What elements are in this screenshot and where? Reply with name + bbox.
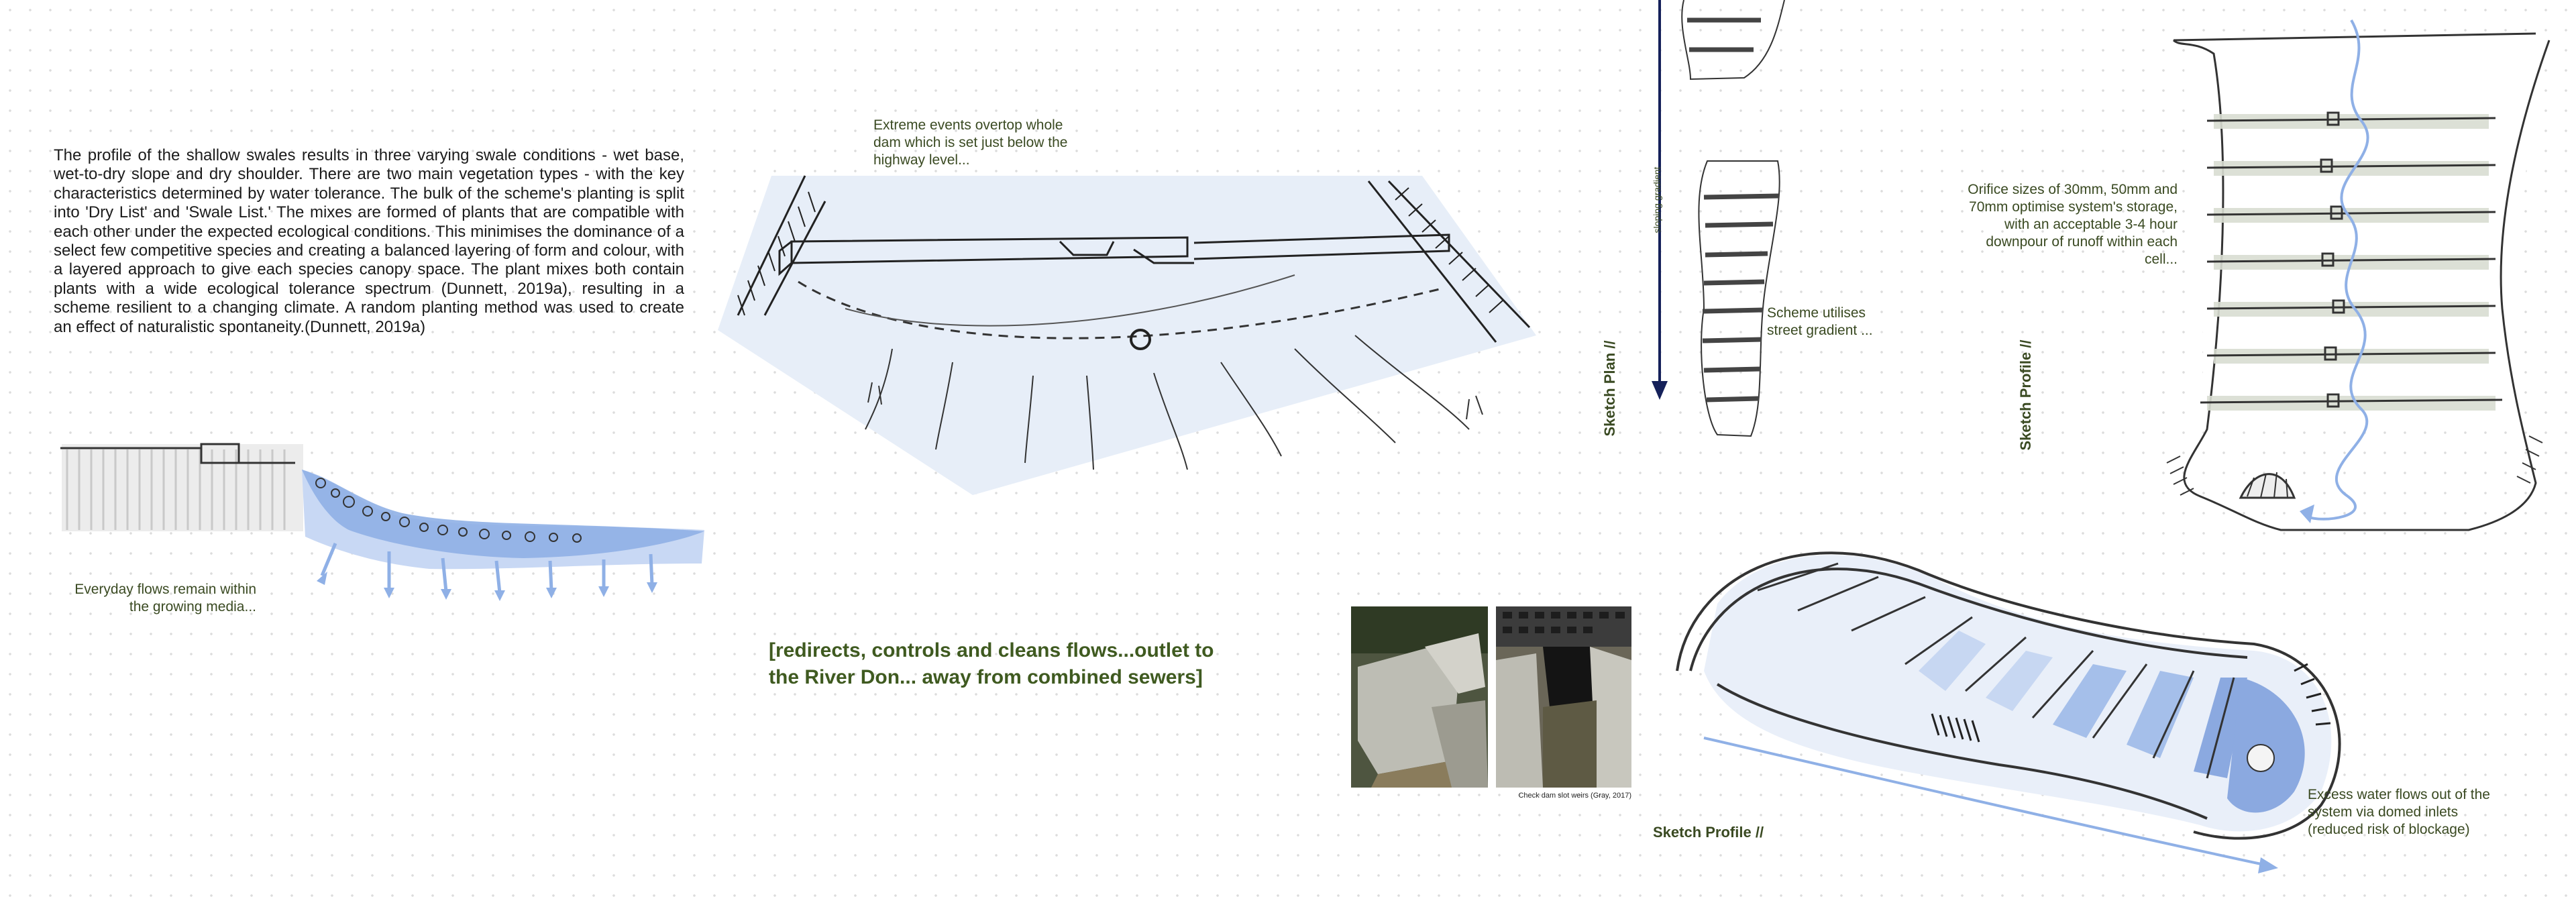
sketch-profile-label-bottom: Sketch Profile // — [1653, 824, 1764, 841]
extreme-events-note: Extreme events overtop whole dam which is set just below the highway level... — [873, 117, 1068, 168]
photo-caption: Check dam slot weirs (Gray, 2017) — [1518, 792, 1631, 800]
sloping-gradient-label: sloping gradient — [1652, 166, 1662, 233]
sketch-profile-label-vertical: Sketch Profile // — [2017, 339, 2034, 451]
orifice-sizes-note: Orifice sizes of 30mm, 50mm and 70mm optimise system's storage, with an acceptable 3-4 hour downpour of runoff within each cell... — [1968, 182, 2178, 267]
everyday-flows-note: Everyday flows remain within the growing media... — [74, 582, 256, 614]
tagline: [redirects, controls and cleans flows...outlet to the River Don... away from combined sewers] — [769, 639, 1214, 688]
scheme-gradient-note: Scheme utilises street gradient ... — [1767, 305, 1873, 338]
sketch-plan-label: Sketch Plan // — [1601, 340, 1618, 437]
body-paragraph: The profile of the shallow swales results in three varying swale conditions - wet base, wet-to-dry slope and dry shoulder. There are two main vegetation types - with the key characteristics determined by water tolerance. The bulk of the scheme's planting is split into 'Dry List' and 'Swale List.' The mixes are formed of plants that are compatible with each other under the expected ecological conditions. This minimises the dominance of a select few competitive species and creating a balanced layering of form and colour, with a layered approach to give each species canopy space. The plant mixes both contain plants with a wide ecological tolerance spectrum (Dunnett, 2019a), resulting in a scheme resilient to a changing climate. A random planting method was used to create an effect of naturalistic spontaneity.(Dunnett, 2019a) — [54, 146, 684, 336]
excess-water-note: Excess water flows out of the system via domed inlets (reduced risk of blockage) — [2308, 787, 2490, 837]
